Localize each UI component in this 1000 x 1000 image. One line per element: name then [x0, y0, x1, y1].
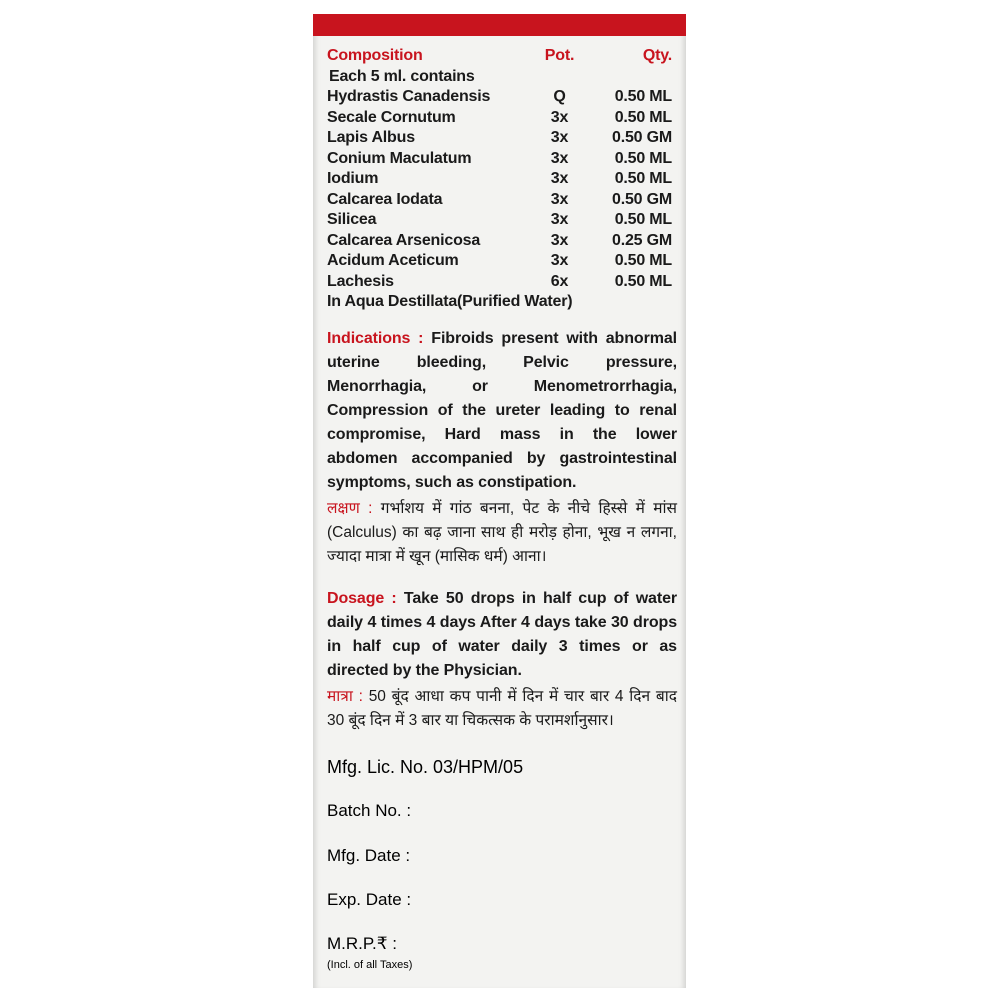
dosage-label: Dosage :: [327, 589, 397, 607]
ingredient-name: Iodium: [327, 170, 379, 187]
ingredient-potency: 3x: [550, 108, 569, 126]
dosage-text: Take 50 drops in half cup of water daily 4 times 4 days After 4 days take 30 drops in half cup of water daily 3 times or as directed by the Physician.: [327, 589, 677, 679]
ingredient-potency: 3x: [550, 149, 569, 167]
ingredient-quantity: 0.50 ML: [614, 149, 672, 167]
ingredient-quantity: 0.50 GM: [612, 129, 672, 146]
ingredient-potency: 3x: [550, 231, 569, 249]
lakshan-text: गर्भाशय में गांठ बनना, पेट के नीचे हिस्से में मांस (Calculus) का बढ़ जाना साथ ही मरोड़ होना, भूख न लगना, ज्यादा मात्रा में खून (मासिक धर्म) आना।: [327, 499, 677, 565]
ingredient-quantity: 0.25 GM: [612, 231, 672, 249]
composition-row: [327, 149, 677, 170]
ingredient-quantity: 0.50 ML: [614, 272, 672, 290]
ingredient-name: Secale Cornutum: [327, 108, 456, 126]
ingredient-quantity: 0.50 ML: [614, 252, 672, 269]
lakshan-label: लक्षण :: [327, 499, 373, 517]
ingredient-quantity: 0.50 ML: [614, 108, 672, 126]
composition-row: [327, 272, 677, 293]
ingredient-quantity: 0.50 GM: [612, 190, 672, 208]
ingredient-name: Calcarea Iodata: [327, 190, 443, 208]
composition-row: [327, 210, 677, 231]
indications-paragraph: [327, 327, 677, 495]
composition-row: [327, 251, 677, 272]
ingredient-name: Conium Maculatum: [327, 149, 472, 167]
composition-row: [327, 108, 677, 129]
composition-row: [327, 169, 677, 190]
ingredient-potency: 3x: [550, 170, 569, 187]
qty-heading: Qty.: [642, 47, 672, 64]
composition-table: [327, 46, 677, 313]
ingredient-potency: 3x: [550, 252, 569, 269]
pot-heading: Pot.: [544, 47, 575, 64]
ingredient-name: Acidum Aceticum: [327, 252, 459, 269]
ingredient-name: Silicea: [327, 211, 377, 228]
ingredient-potency: 3x: [550, 190, 569, 208]
composition-intro: Each 5 ml. contains: [329, 67, 475, 85]
mrp-label: M.R.P.₹ :: [327, 934, 398, 953]
composition-base: In Aqua Destillata(Purified Water): [327, 293, 573, 310]
dosage-paragraph: [327, 587, 677, 683]
composition-header: [327, 46, 677, 67]
composition-row: [327, 87, 677, 108]
composition-row: [327, 231, 677, 252]
ingredient-name: Lapis Albus: [327, 129, 415, 146]
mfg-date-label: Mfg. Date :: [327, 846, 411, 865]
ingredient-potency: 3x: [550, 129, 569, 146]
ingredient-name: Calcarea Arsenicosa: [327, 231, 481, 249]
composition-heading: Composition: [327, 47, 423, 64]
composition-rows: [327, 87, 677, 292]
mfg-license-number: Mfg. Lic. No. 03/HPM/05: [327, 757, 524, 777]
composition-row: [327, 190, 677, 211]
mrp-tax-note: (Incl. of all Taxes): [327, 959, 413, 971]
matra-label: मात्रा :: [327, 687, 363, 705]
ingredient-quantity: 0.50 ML: [614, 211, 672, 228]
label-content: [327, 46, 677, 733]
indications-text: Fibroids present with abnormal uterine bleeding, Pelvic pressure, Menorrhagia, or Menometrorrhagia, Compression of the ureter leading to renal compromise, Hard mass in the lower abdomen accompanied by gastrointestinal symptoms, such as constipation.: [327, 329, 677, 491]
ingredient-quantity: 0.50 ML: [614, 170, 672, 187]
exp-date-label: Exp. Date :: [327, 890, 412, 909]
ingredient-quantity: 0.50 ML: [614, 88, 672, 105]
ingredient-name: Hydrastis Canadensis: [327, 88, 491, 105]
ingredient-potency: 6x: [550, 272, 569, 290]
ingredient-name: Lachesis: [327, 272, 394, 290]
matra-paragraph: [327, 685, 677, 733]
indications-label: Indications :: [327, 329, 424, 347]
ingredient-potency: 3x: [550, 211, 569, 228]
red-top-band: [313, 14, 686, 36]
ingredient-potency: Q: [553, 88, 566, 105]
composition-row: [327, 128, 677, 149]
batch-number-label: Batch No. :: [327, 801, 412, 820]
matra-text: 50 बूंद आधा कप पानी में दिन में चार बार 4 दिन बाद 30 बूंद दिन में 3 बार या चिकत्सक के परामर्शानुसार।: [327, 687, 677, 729]
lakshan-paragraph: [327, 497, 677, 569]
